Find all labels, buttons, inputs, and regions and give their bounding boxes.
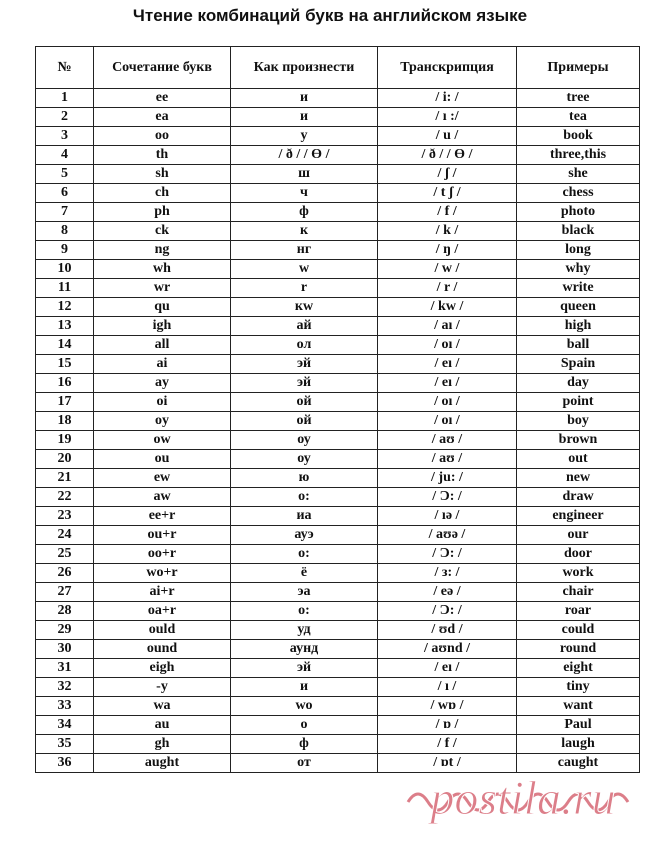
- row-number: 31: [36, 659, 94, 678]
- letter-combination: ou+r: [94, 526, 231, 545]
- example-word: book: [517, 127, 640, 146]
- transcription: / aʊ /: [378, 431, 517, 450]
- row-number: 23: [36, 507, 94, 526]
- pronunciation: ой: [231, 412, 378, 431]
- row-number: 21: [36, 469, 94, 488]
- pronunciation: ч: [231, 184, 378, 203]
- row-number: 27: [36, 583, 94, 602]
- table-row: [36, 260, 640, 279]
- table-row: [36, 431, 640, 450]
- letter-combination: -y: [94, 678, 231, 697]
- transcription: / ɒt /: [378, 754, 517, 773]
- example-word: tea: [517, 108, 640, 127]
- letter-combination: ou: [94, 450, 231, 469]
- row-number: 25: [36, 545, 94, 564]
- pronunciation: эй: [231, 659, 378, 678]
- pronunciation: о:: [231, 602, 378, 621]
- header-pronunciation: Как произнести: [231, 47, 378, 89]
- letter-combination: oy: [94, 412, 231, 431]
- table-row: [36, 336, 640, 355]
- pronunciation: ё: [231, 564, 378, 583]
- table-row: [36, 165, 640, 184]
- transcription: / kw /: [378, 298, 517, 317]
- table-row: [36, 146, 640, 165]
- transcription: / aʊnd /: [378, 640, 517, 659]
- pronunciation: о:: [231, 488, 378, 507]
- letter-combination: qu: [94, 298, 231, 317]
- pronunciation: аунд: [231, 640, 378, 659]
- transcription: / ŋ /: [378, 241, 517, 260]
- pronunciation: и: [231, 678, 378, 697]
- transcription: / ı /: [378, 678, 517, 697]
- table-row: [36, 241, 640, 260]
- transcription: / f /: [378, 735, 517, 754]
- row-number: 17: [36, 393, 94, 412]
- header-combination: Сочетание букв: [94, 47, 231, 89]
- table-row: [36, 545, 640, 564]
- table-row: [36, 355, 640, 374]
- transcription: / t ʃ /: [378, 184, 517, 203]
- row-number: 26: [36, 564, 94, 583]
- example-word: photo: [517, 203, 640, 222]
- pronunciation: о:: [231, 545, 378, 564]
- letter-combination: oa+r: [94, 602, 231, 621]
- row-number: 2: [36, 108, 94, 127]
- pronunciation: ш: [231, 165, 378, 184]
- pronunciation: эй: [231, 355, 378, 374]
- transcription: / ð / / Ө /: [378, 146, 517, 165]
- transcription: / r /: [378, 279, 517, 298]
- letter-combination: aw: [94, 488, 231, 507]
- example-word: point: [517, 393, 640, 412]
- example-word: could: [517, 621, 640, 640]
- table-row: [36, 298, 640, 317]
- letter-combination: ph: [94, 203, 231, 222]
- table-row: [36, 640, 640, 659]
- pronunciation: нг: [231, 241, 378, 260]
- example-word: round: [517, 640, 640, 659]
- transcription: / Ɔ: /: [378, 602, 517, 621]
- table-row: [36, 108, 640, 127]
- header-number: №: [36, 47, 94, 89]
- letter-combination: ai: [94, 355, 231, 374]
- letter-combination: eigh: [94, 659, 231, 678]
- table-row: [36, 716, 640, 735]
- letter-combination: th: [94, 146, 231, 165]
- letter-combination: sh: [94, 165, 231, 184]
- table-row: [36, 374, 640, 393]
- transcription: / з: /: [378, 564, 517, 583]
- row-number: 13: [36, 317, 94, 336]
- pronunciation: / ð / / Ө /: [231, 146, 378, 165]
- table-header-row: [36, 47, 640, 89]
- letter-combination: wh: [94, 260, 231, 279]
- pronunciation: кw: [231, 298, 378, 317]
- pronunciation: ф: [231, 735, 378, 754]
- pronunciation: ай: [231, 317, 378, 336]
- pronunciation: от: [231, 754, 378, 773]
- example-word: day: [517, 374, 640, 393]
- letter-combination: ee: [94, 89, 231, 108]
- row-number: 28: [36, 602, 94, 621]
- pronunciation: к: [231, 222, 378, 241]
- table-row: [36, 184, 640, 203]
- example-word: engineer: [517, 507, 640, 526]
- example-word: ball: [517, 336, 640, 355]
- pronunciation: эй: [231, 374, 378, 393]
- example-word: work: [517, 564, 640, 583]
- example-word: chair: [517, 583, 640, 602]
- transcription: / ʃ /: [378, 165, 517, 184]
- example-word: she: [517, 165, 640, 184]
- transcription: / ʊd /: [378, 621, 517, 640]
- table-row: [36, 412, 640, 431]
- table-row: [36, 678, 640, 697]
- letter-combination: oo+r: [94, 545, 231, 564]
- row-number: 32: [36, 678, 94, 697]
- table-row: [36, 488, 640, 507]
- row-number: 30: [36, 640, 94, 659]
- letter-combination: ck: [94, 222, 231, 241]
- row-number: 12: [36, 298, 94, 317]
- example-word: queen: [517, 298, 640, 317]
- example-word: black: [517, 222, 640, 241]
- header-examples: Примеры: [517, 47, 640, 89]
- example-word: caught: [517, 754, 640, 773]
- pronunciation: иа: [231, 507, 378, 526]
- row-number: 11: [36, 279, 94, 298]
- pronunciation: ой: [231, 393, 378, 412]
- row-number: 18: [36, 412, 94, 431]
- table-row: [36, 564, 640, 583]
- table-row: [36, 393, 640, 412]
- pronunciation: ф: [231, 203, 378, 222]
- example-word: roar: [517, 602, 640, 621]
- letter-combination: ee+r: [94, 507, 231, 526]
- pronunciation: ол: [231, 336, 378, 355]
- row-number: 22: [36, 488, 94, 507]
- example-word: tree: [517, 89, 640, 108]
- pronunciation: у: [231, 127, 378, 146]
- table-row: [36, 127, 640, 146]
- letter-combination: oi: [94, 393, 231, 412]
- example-word: door: [517, 545, 640, 564]
- pronunciation: о: [231, 716, 378, 735]
- example-word: tiny: [517, 678, 640, 697]
- example-word: brown: [517, 431, 640, 450]
- transcription: / eə /: [378, 583, 517, 602]
- pronunciation: эа: [231, 583, 378, 602]
- table-row: [36, 735, 640, 754]
- letter-combination: au: [94, 716, 231, 735]
- row-number: 16: [36, 374, 94, 393]
- transcription: / eı /: [378, 659, 517, 678]
- letter-combination: ould: [94, 621, 231, 640]
- row-number: 7: [36, 203, 94, 222]
- transcription: / Ɔ: /: [378, 545, 517, 564]
- row-number: 5: [36, 165, 94, 184]
- table-row: [36, 526, 640, 545]
- example-word: three,this: [517, 146, 640, 165]
- transcription: / wɒ /: [378, 697, 517, 716]
- example-word: eight: [517, 659, 640, 678]
- row-number: 8: [36, 222, 94, 241]
- example-word: long: [517, 241, 640, 260]
- letter-combination: aught: [94, 754, 231, 773]
- table-row: [36, 469, 640, 488]
- svg-text:postila.ru: postila.ru: [430, 772, 616, 825]
- transcription: / oı /: [378, 393, 517, 412]
- table-row: [36, 450, 640, 469]
- pronunciation: ю: [231, 469, 378, 488]
- row-number: 36: [36, 754, 94, 773]
- transcription: / eı /: [378, 355, 517, 374]
- example-word: Paul: [517, 716, 640, 735]
- example-word: draw: [517, 488, 640, 507]
- transcription: / aʊ /: [378, 450, 517, 469]
- transcription: / aı /: [378, 317, 517, 336]
- row-number: 4: [36, 146, 94, 165]
- table-row: [36, 89, 640, 108]
- example-word: why: [517, 260, 640, 279]
- transcription: / ju: /: [378, 469, 517, 488]
- transcription: / Ɔ: /: [378, 488, 517, 507]
- pronunciation: оу: [231, 450, 378, 469]
- pronunciation: оу: [231, 431, 378, 450]
- table-row: [36, 583, 640, 602]
- table-row: [36, 754, 640, 773]
- row-number: 15: [36, 355, 94, 374]
- table-row: [36, 602, 640, 621]
- letter-combination: all: [94, 336, 231, 355]
- transcription: / f /: [378, 203, 517, 222]
- example-word: boy: [517, 412, 640, 431]
- transcription: / k /: [378, 222, 517, 241]
- table-row: [36, 203, 640, 222]
- letter-combination: ow: [94, 431, 231, 450]
- letter-combination: igh: [94, 317, 231, 336]
- letter-combination: wa: [94, 697, 231, 716]
- pronunciation: уд: [231, 621, 378, 640]
- transcription: / ɒ /: [378, 716, 517, 735]
- letter-combination: wo+r: [94, 564, 231, 583]
- transcription: / eı /: [378, 374, 517, 393]
- example-word: Spain: [517, 355, 640, 374]
- letter-combination: ay: [94, 374, 231, 393]
- row-number: 19: [36, 431, 94, 450]
- row-number: 1: [36, 89, 94, 108]
- pronunciation: w: [231, 260, 378, 279]
- transcription: / oı /: [378, 412, 517, 431]
- table-row: [36, 279, 640, 298]
- example-word: want: [517, 697, 640, 716]
- pronunciation: и: [231, 108, 378, 127]
- letter-combination: ai+r: [94, 583, 231, 602]
- row-number: 35: [36, 735, 94, 754]
- postila-watermark: [398, 768, 648, 834]
- transcription: / ıə /: [378, 507, 517, 526]
- transcription: / u /: [378, 127, 517, 146]
- letter-combination: gh: [94, 735, 231, 754]
- row-number: 34: [36, 716, 94, 735]
- example-word: laugh: [517, 735, 640, 754]
- row-number: 9: [36, 241, 94, 260]
- pronunciation: wo: [231, 697, 378, 716]
- row-number: 33: [36, 697, 94, 716]
- table-row: [36, 621, 640, 640]
- example-word: write: [517, 279, 640, 298]
- table-row: [36, 222, 640, 241]
- example-word: chess: [517, 184, 640, 203]
- row-number: 24: [36, 526, 94, 545]
- pronunciation: r: [231, 279, 378, 298]
- row-number: 29: [36, 621, 94, 640]
- letter-combination: ew: [94, 469, 231, 488]
- example-word: our: [517, 526, 640, 545]
- row-number: 10: [36, 260, 94, 279]
- transcription: / oı /: [378, 336, 517, 355]
- letter-combination: ch: [94, 184, 231, 203]
- letter-combination: ng: [94, 241, 231, 260]
- transcription: / i: /: [378, 89, 517, 108]
- example-word: out: [517, 450, 640, 469]
- row-number: 3: [36, 127, 94, 146]
- table-row: [36, 697, 640, 716]
- header-transcription: Транскрипция: [378, 47, 517, 89]
- example-word: new: [517, 469, 640, 488]
- row-number: 20: [36, 450, 94, 469]
- table-body: [36, 89, 640, 773]
- letter-combination: ea: [94, 108, 231, 127]
- transcription: / aʊə /: [378, 526, 517, 545]
- example-word: high: [517, 317, 640, 336]
- page-title: Чтение комбинаций букв на английском языке: [132, 6, 528, 25]
- table-row: [36, 659, 640, 678]
- transcription: / ı :/: [378, 108, 517, 127]
- letter-combination: ound: [94, 640, 231, 659]
- row-number: 14: [36, 336, 94, 355]
- pronunciation: ауэ: [231, 526, 378, 545]
- letter-combination: wr: [94, 279, 231, 298]
- table-row: [36, 317, 640, 336]
- letter-combinations-table: [35, 46, 640, 773]
- table-row: [36, 507, 640, 526]
- transcription: / w /: [378, 260, 517, 279]
- row-number: 6: [36, 184, 94, 203]
- letter-combination: oo: [94, 127, 231, 146]
- pronunciation: и: [231, 89, 378, 108]
